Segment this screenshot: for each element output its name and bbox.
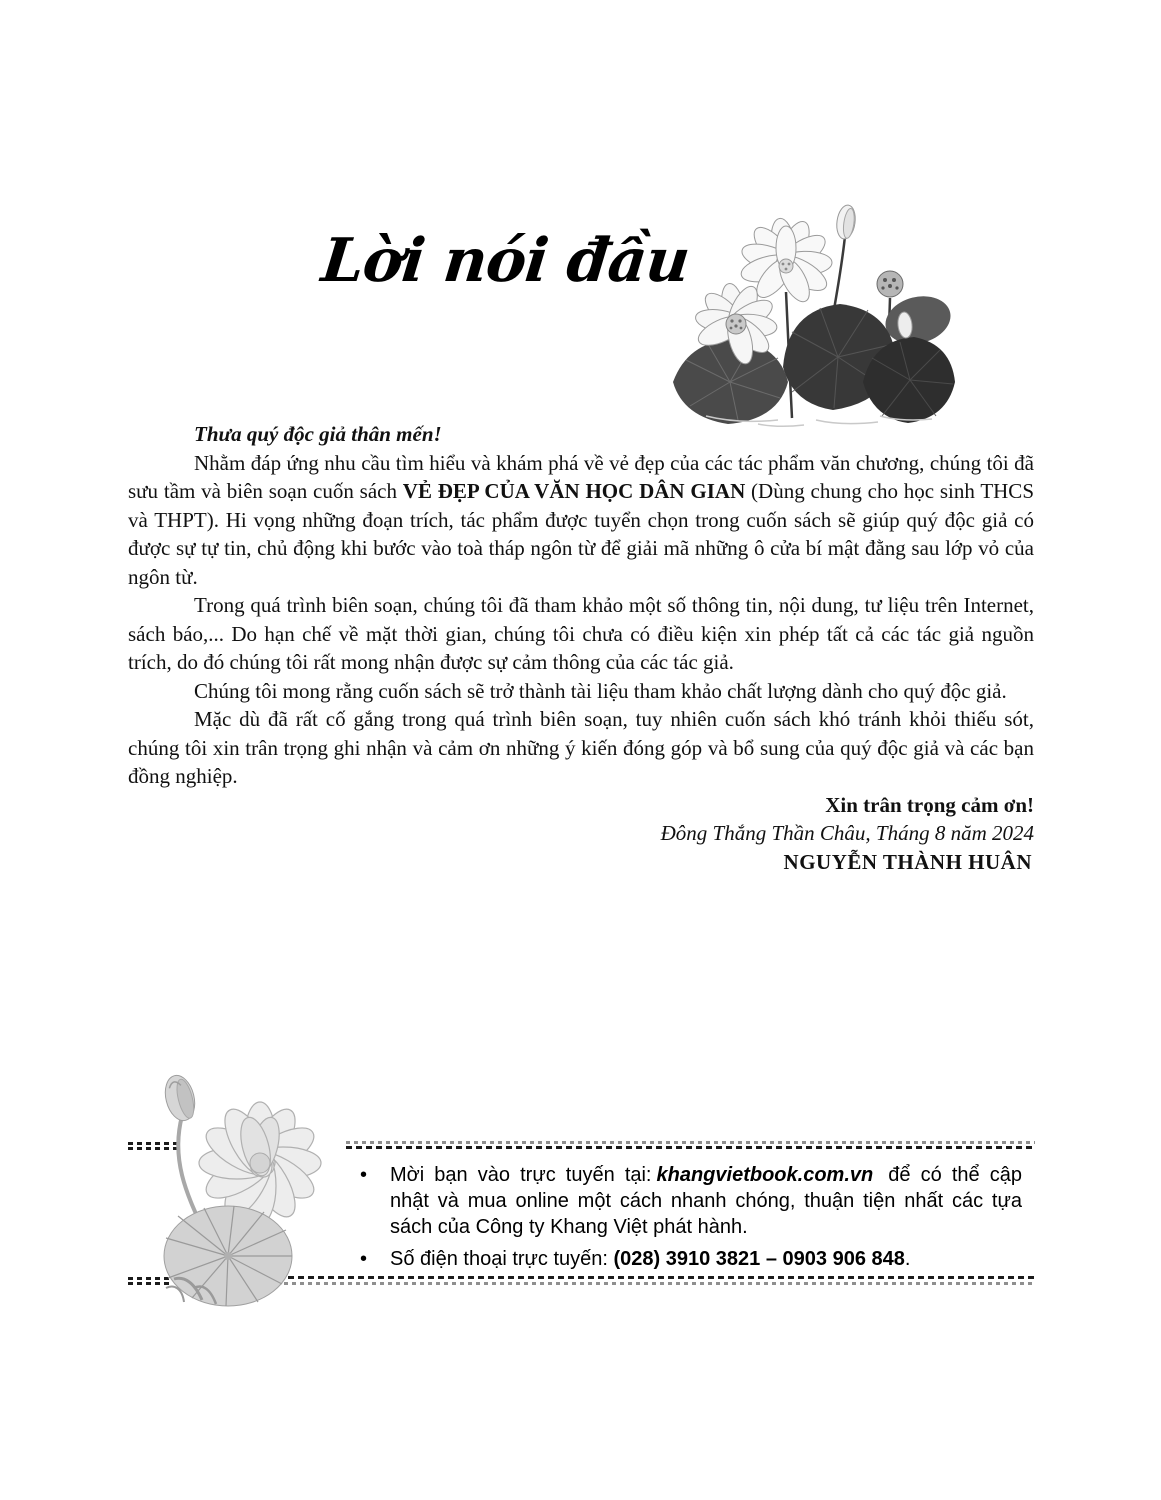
phone-numbers: (028) 3910 3821 – 0903 906 848 [613, 1248, 905, 1270]
signoff-place-date: Đông Thắng Thần Châu, Tháng 8 năm 2024 [660, 821, 1034, 845]
phone-line-end: . [904, 1248, 911, 1270]
paragraph-1 [128, 449, 1034, 592]
phone-line-label: Số điện thoại trực tuyến: [390, 1248, 614, 1270]
publisher-info-item-phone [352, 1246, 1022, 1272]
dashed-rule-top [346, 1141, 1035, 1151]
lotus-illustration-bottom-icon [122, 1058, 356, 1318]
publisher-info-item-website [352, 1162, 1022, 1240]
book-title-text: VẺ ĐẸP CỦA VĂN HỌC DÂN GIAN [402, 479, 746, 503]
paragraph-4: Mặc dù đã rất cố gắng trong quá trình biên soạn, tuy nhiên cuốn sách khó tránh khỏi thiếu sót, chúng tôi xin trân trọng ghi nhận và cảm ơn những ý kiến đóng góp và bổ sung của quý độc giả và các bạn đồng nghiệp. [128, 707, 1034, 788]
website-line-post: để có thể cập nhật và mua online một cách nhanh chóng, thuận tiện nhất các tựa sách của Công ty Khang Việt phát hành. [390, 1164, 1022, 1238]
signoff-thanks: Xin trân trọng cảm ơn! [825, 792, 1034, 817]
publisher-info-box [352, 1162, 1022, 1278]
paragraph-1-post: (Dùng chung cho học sinh THCS và THPT). Hi vọng những đoạn trích, tác phẩm được tuyển chọn trong cuốn sách sẽ giúp quý độc giả có được sự tự tin, chủ động khi bước vào toà tháp ngôn từ để giải mã những ô cửa bí mật đằng sau lớp vỏ của ngôn từ. [128, 479, 1034, 589]
paragraph-1-pre: Nhằm đáp ứng nhu cầu tìm hiểu và khám phá về vẻ đẹp của các tác phẩm văn chương, chúng tôi đã sưu tầm và biên soạn cuốn sách [128, 450, 1034, 503]
page-title: Lời nói đầu [318, 226, 693, 296]
signoff-author-name: NGUYỄN THÀNH HUÂN [783, 849, 1032, 874]
bullet-icon: • [360, 1164, 368, 1186]
website-line-pre: Mời bạn vào trực tuyến tại: [390, 1164, 652, 1186]
paragraph-2: Trong quá trình biên soạn, chúng tôi đã tham khảo một số thông tin, nội dung, tư liệu trên Internet, sách báo,... Do hạn chế về mặt thời gian, chúng tôi chưa có điều kiện xin phép tất cả các tác giả nguồn trích, do đó chúng tôi rất mong nhận được sự cảm thông của các tác giả. [128, 593, 1034, 674]
preface-text-block [128, 420, 1034, 876]
paragraph-3: Chúng tôi mong rằng cuốn sách sẽ trở thành tài liệu tham khảo chất lượng dành cho quý độc giả. [194, 678, 1007, 703]
bullet-icon: • [360, 1248, 368, 1270]
signoff-block [128, 791, 1034, 877]
website-url: khangvietbook.com.vn [656, 1164, 874, 1186]
greeting-line: Thưa quý độc giả thân mến! [194, 422, 442, 446]
lotus-illustration-top-icon [668, 192, 960, 428]
